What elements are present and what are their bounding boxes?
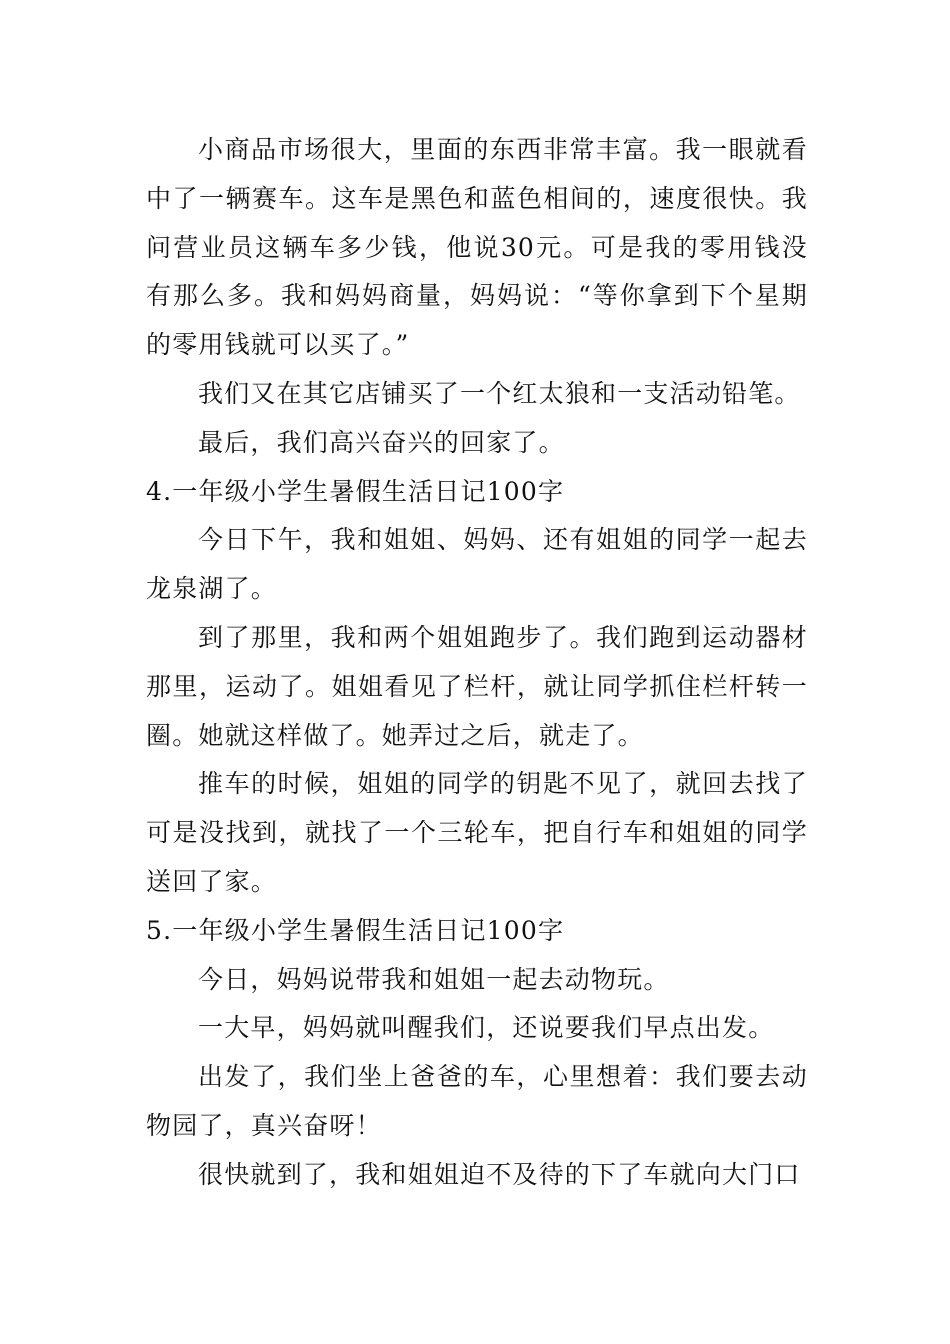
section-5-paragraph-1: 今日，妈妈说带我和姐姐一起去动物玩。 bbox=[198, 964, 670, 994]
section-5-paragraph-2: 一大早，妈妈就叫醒我们，还说要我们早点出发。 bbox=[198, 1013, 775, 1043]
paragraph-shop: 我们又在其它店铺买了一个红太狼和一支活动铅笔。 bbox=[198, 378, 801, 408]
section-heading-4: 4.一年级小学生暑假生活日记100字 bbox=[146, 476, 565, 506]
document-body bbox=[146, 126, 808, 1200]
section-4-paragraph-2: 到了那里，我和两个姐姐跑步了。我们跑到运动器材那里，运动了。姐姐看见了栏杆，就让同学抓住栏杆转一圈。她就这样做了。她弄过之后，就走了。 bbox=[146, 622, 808, 750]
section-5-paragraph-4: 很快就到了，我和姐姐迫不及待的下了车就向大门口 bbox=[198, 1159, 801, 1189]
paragraph-market: 小商品市场很大，里面的东西非常丰富。我一眼就看中了一辆赛车。这车是黑色和蓝色相间的，速度很快。我问营业员这辆车多少钱，他说30元。可是我的零用钱没有那么多。我和妈妈商量，妈妈说：“等你拿到下个星期的零用钱就可以买了。” bbox=[146, 135, 808, 360]
paragraph-home: 最后，我们高兴奋兴的回家了。 bbox=[198, 427, 565, 457]
section-heading-5: 5.一年级小学生暑假生活日记100字 bbox=[146, 915, 565, 945]
section-4-paragraph-1: 今日下午，我和姐姐、妈妈、还有姐姐的同学一起去龙泉湖了。 bbox=[146, 525, 808, 604]
section-5-paragraph-3: 出发了，我们坐上爸爸的车，心里想着：我们要去动物园了，真兴奋呀！ bbox=[146, 1062, 808, 1140]
section-4-paragraph-3: 推车的时候，姐姐的同学的钥匙不见了，就回去找了可是没找到，就找了一个三轮车，把自行车和姐姐的同学送回了家。 bbox=[146, 769, 808, 896]
